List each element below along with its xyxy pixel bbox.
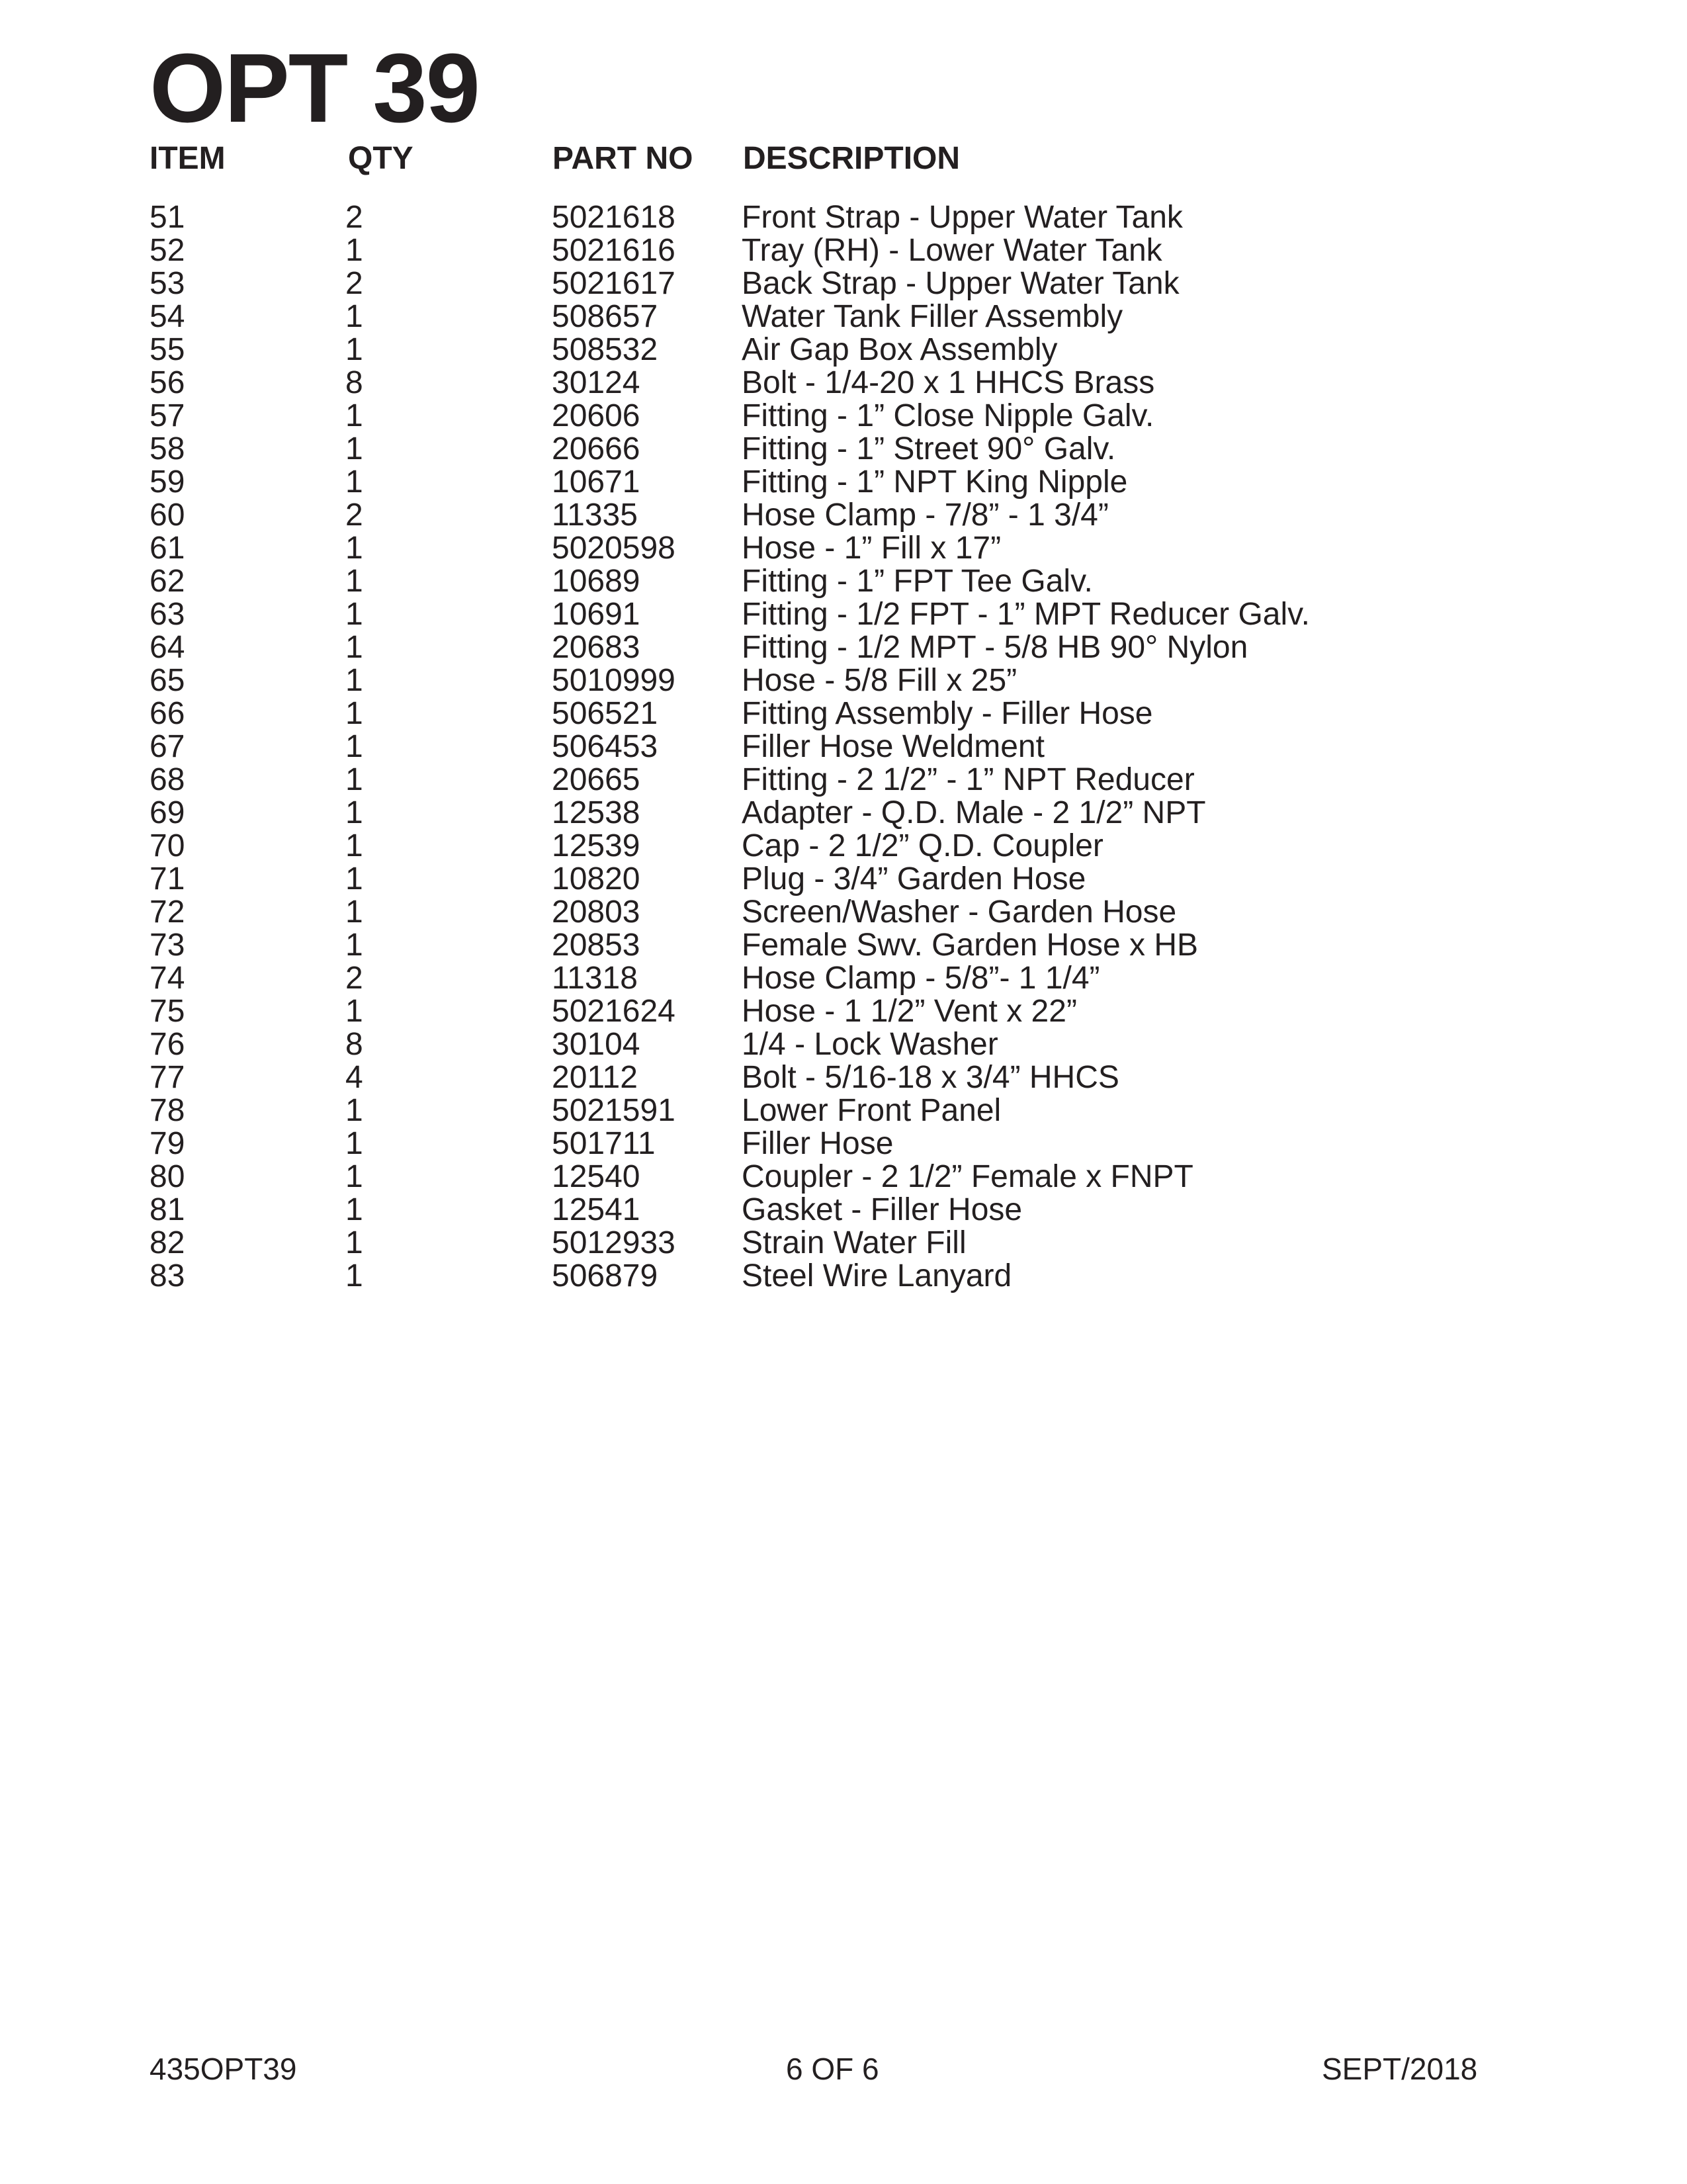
cell-item: 66 bbox=[150, 696, 185, 731]
footer-doc-code: 435OPT39 bbox=[150, 2052, 297, 2086]
cell-part-no: 506521 bbox=[552, 696, 658, 731]
page-footer bbox=[0, 2051, 1687, 2091]
cell-description: Hose Clamp - 5/8”- 1 1/4” bbox=[742, 961, 1100, 996]
cell-part-no: 20112 bbox=[552, 1060, 638, 1095]
cell-description: Back Strap - Upper Water Tank bbox=[742, 266, 1180, 301]
cell-part-no: 5021591 bbox=[552, 1093, 675, 1128]
table-row bbox=[0, 830, 1687, 863]
parts-table bbox=[0, 201, 1687, 1293]
cell-part-no: 20853 bbox=[552, 928, 640, 963]
cell-part-no: 30124 bbox=[552, 365, 640, 400]
footer-date: SEPT/2018 bbox=[1322, 2052, 1478, 2086]
cell-item: 54 bbox=[150, 299, 185, 334]
cell-description: 1/4 - Lock Washer bbox=[742, 1027, 998, 1062]
cell-item: 51 bbox=[150, 200, 185, 235]
cell-item: 55 bbox=[150, 332, 185, 367]
table-row bbox=[0, 1127, 1687, 1160]
cell-item: 81 bbox=[150, 1192, 185, 1227]
cell-description: Bolt - 1/4-20 x 1 HHCS Brass bbox=[742, 365, 1155, 400]
cell-part-no: 20666 bbox=[552, 431, 640, 466]
cell-item: 65 bbox=[150, 663, 185, 698]
cell-description: Strain Water Fill bbox=[742, 1225, 967, 1260]
cell-description: Adapter - Q.D. Male - 2 1/2” NPT bbox=[742, 795, 1206, 830]
cell-description: Fitting - 1” Close Nipple Galv. bbox=[742, 398, 1154, 433]
cell-part-no: 20665 bbox=[552, 762, 640, 797]
cell-description: Hose - 5/8 Fill x 25” bbox=[742, 663, 1017, 698]
cell-description: Gasket - Filler Hose bbox=[742, 1192, 1023, 1227]
cell-item: 73 bbox=[150, 928, 185, 963]
table-row bbox=[0, 631, 1687, 664]
cell-description: Filler Hose bbox=[742, 1126, 894, 1161]
cell-part-no: 508532 bbox=[552, 332, 658, 367]
cell-qty: 1 bbox=[345, 663, 363, 698]
cell-description: Fitting - 2 1/2” - 1” NPT Reducer bbox=[742, 762, 1195, 797]
cell-description: Hose - 1 1/2” Vent x 22” bbox=[742, 994, 1077, 1029]
cell-part-no: 10820 bbox=[552, 861, 640, 896]
cell-qty: 2 bbox=[345, 961, 363, 996]
cell-part-no: 20803 bbox=[552, 895, 640, 930]
cell-part-no: 20683 bbox=[552, 630, 640, 665]
cell-item: 71 bbox=[150, 861, 185, 896]
cell-part-no: 10671 bbox=[552, 464, 640, 500]
header-qty: QTY bbox=[348, 141, 413, 176]
cell-item: 68 bbox=[150, 762, 185, 797]
cell-qty: 1 bbox=[345, 861, 363, 896]
table-row bbox=[0, 962, 1687, 995]
cell-part-no: 12540 bbox=[552, 1159, 640, 1194]
cell-qty: 1 bbox=[345, 729, 363, 764]
cell-qty: 1 bbox=[345, 531, 363, 566]
header-item: ITEM bbox=[150, 141, 226, 176]
table-row bbox=[0, 1160, 1687, 1194]
cell-item: 75 bbox=[150, 994, 185, 1029]
cell-qty: 1 bbox=[345, 795, 363, 830]
cell-part-no: 5021624 bbox=[552, 994, 675, 1029]
table-row bbox=[0, 1194, 1687, 1227]
header-part-no: PART NO bbox=[552, 141, 693, 176]
cell-item: 77 bbox=[150, 1060, 185, 1095]
cell-qty: 1 bbox=[345, 464, 363, 500]
cell-qty: 1 bbox=[345, 994, 363, 1029]
table-row bbox=[0, 1227, 1687, 1260]
cell-item: 72 bbox=[150, 895, 185, 930]
cell-item: 70 bbox=[150, 828, 185, 863]
table-row bbox=[0, 532, 1687, 565]
cell-part-no: 11318 bbox=[552, 961, 638, 996]
cell-item: 60 bbox=[150, 498, 185, 533]
cell-part-no: 506879 bbox=[552, 1258, 658, 1293]
cell-description: Front Strap - Upper Water Tank bbox=[742, 200, 1183, 235]
table-row bbox=[0, 598, 1687, 631]
cell-qty: 1 bbox=[345, 233, 363, 268]
cell-description: Hose Clamp - 7/8” - 1 3/4” bbox=[742, 498, 1109, 533]
cell-part-no: 508657 bbox=[552, 299, 658, 334]
table-row bbox=[0, 300, 1687, 333]
cell-item: 69 bbox=[150, 795, 185, 830]
cell-part-no: 20606 bbox=[552, 398, 640, 433]
cell-item: 56 bbox=[150, 365, 185, 400]
cell-part-no: 10689 bbox=[552, 564, 640, 599]
cell-item: 78 bbox=[150, 1093, 185, 1128]
cell-qty: 1 bbox=[345, 1192, 363, 1227]
cell-qty: 1 bbox=[345, 828, 363, 863]
cell-description: Coupler - 2 1/2” Female x FNPT bbox=[742, 1159, 1193, 1194]
cell-description: Lower Front Panel bbox=[742, 1093, 1002, 1128]
table-row bbox=[0, 1028, 1687, 1061]
cell-qty: 1 bbox=[345, 928, 363, 963]
cell-description: Fitting - 1” NPT King Nipple bbox=[742, 464, 1128, 500]
table-header bbox=[0, 140, 1687, 180]
cell-item: 62 bbox=[150, 564, 185, 599]
cell-item: 64 bbox=[150, 630, 185, 665]
cell-description: Screen/Washer - Garden Hose bbox=[742, 895, 1177, 930]
table-row bbox=[0, 400, 1687, 433]
cell-item: 61 bbox=[150, 531, 185, 566]
cell-item: 67 bbox=[150, 729, 185, 764]
table-row bbox=[0, 234, 1687, 267]
footer-page-number: 6 OF 6 bbox=[786, 2052, 879, 2086]
table-row bbox=[0, 730, 1687, 764]
cell-item: 63 bbox=[150, 597, 185, 632]
table-row bbox=[0, 764, 1687, 797]
table-row bbox=[0, 664, 1687, 697]
cell-description: Fitting - 1/2 MPT - 5/8 HB 90° Nylon bbox=[742, 630, 1248, 665]
table-row bbox=[0, 333, 1687, 367]
table-row bbox=[0, 565, 1687, 598]
cell-item: 58 bbox=[150, 431, 185, 466]
cell-description: Fitting - 1” FPT Tee Galv. bbox=[742, 564, 1093, 599]
table-row bbox=[0, 929, 1687, 962]
table-row bbox=[0, 466, 1687, 499]
cell-part-no: 12541 bbox=[552, 1192, 640, 1227]
table-row bbox=[0, 863, 1687, 896]
table-row bbox=[0, 367, 1687, 400]
cell-qty: 1 bbox=[345, 431, 363, 466]
table-row bbox=[0, 896, 1687, 929]
cell-item: 59 bbox=[150, 464, 185, 500]
cell-description: Water Tank Filler Assembly bbox=[742, 299, 1123, 334]
cell-description: Tray (RH) - Lower Water Tank bbox=[742, 233, 1162, 268]
cell-part-no: 12538 bbox=[552, 795, 640, 830]
cell-part-no: 5012933 bbox=[552, 1225, 675, 1260]
cell-description: Bolt - 5/16-18 x 3/4” HHCS bbox=[742, 1060, 1119, 1095]
table-row bbox=[0, 1061, 1687, 1094]
cell-item: 76 bbox=[150, 1027, 185, 1062]
cell-description: Plug - 3/4” Garden Hose bbox=[742, 861, 1086, 896]
cell-part-no: 5010999 bbox=[552, 663, 675, 698]
cell-qty: 1 bbox=[345, 1093, 363, 1128]
cell-qty: 1 bbox=[345, 398, 363, 433]
cell-qty: 1 bbox=[345, 1126, 363, 1161]
cell-part-no: 5021617 bbox=[552, 266, 675, 301]
cell-part-no: 30104 bbox=[552, 1027, 640, 1062]
cell-qty: 1 bbox=[345, 1258, 363, 1293]
cell-qty: 1 bbox=[345, 895, 363, 930]
table-row bbox=[0, 201, 1687, 234]
cell-description: Female Swv. Garden Hose x HB bbox=[742, 928, 1199, 963]
table-row bbox=[0, 1260, 1687, 1293]
cell-part-no: 10691 bbox=[552, 597, 640, 632]
header-description: DESCRIPTION bbox=[743, 141, 961, 176]
cell-qty: 8 bbox=[345, 1027, 363, 1062]
cell-qty: 1 bbox=[345, 630, 363, 665]
cell-qty: 1 bbox=[345, 299, 363, 334]
table-row bbox=[0, 797, 1687, 830]
cell-item: 79 bbox=[150, 1126, 185, 1161]
cell-qty: 2 bbox=[345, 266, 363, 301]
cell-description: Filler Hose Weldment bbox=[742, 729, 1045, 764]
table-row bbox=[0, 499, 1687, 532]
cell-item: 53 bbox=[150, 266, 185, 301]
table-row bbox=[0, 433, 1687, 466]
cell-description: Cap - 2 1/2” Q.D. Coupler bbox=[742, 828, 1103, 863]
cell-part-no: 5021616 bbox=[552, 233, 675, 268]
cell-qty: 1 bbox=[345, 564, 363, 599]
cell-item: 74 bbox=[150, 961, 185, 996]
cell-description: Fitting - 1” Street 90° Galv. bbox=[742, 431, 1116, 466]
cell-description: Hose - 1” Fill x 17” bbox=[742, 531, 1002, 566]
cell-item: 80 bbox=[150, 1159, 185, 1194]
cell-description: Steel Wire Lanyard bbox=[742, 1258, 1012, 1293]
cell-item: 52 bbox=[150, 233, 185, 268]
cell-qty: 4 bbox=[345, 1060, 363, 1095]
table-row bbox=[0, 995, 1687, 1028]
cell-item: 82 bbox=[150, 1225, 185, 1260]
cell-qty: 2 bbox=[345, 498, 363, 533]
cell-qty: 1 bbox=[345, 332, 363, 367]
cell-item: 57 bbox=[150, 398, 185, 433]
cell-part-no: 506453 bbox=[552, 729, 658, 764]
cell-description: Air Gap Box Assembly bbox=[742, 332, 1058, 367]
cell-qty: 1 bbox=[345, 597, 363, 632]
cell-qty: 1 bbox=[345, 1159, 363, 1194]
cell-part-no: 501711 bbox=[552, 1126, 656, 1161]
cell-qty: 2 bbox=[345, 200, 363, 235]
cell-part-no: 12539 bbox=[552, 828, 640, 863]
table-row bbox=[0, 267, 1687, 300]
cell-part-no: 5021618 bbox=[552, 200, 675, 235]
cell-item: 83 bbox=[150, 1258, 185, 1293]
table-row bbox=[0, 697, 1687, 730]
cell-description: Fitting - 1/2 FPT - 1” MPT Reducer Galv. bbox=[742, 597, 1310, 632]
cell-part-no: 5020598 bbox=[552, 531, 675, 566]
cell-qty: 1 bbox=[345, 696, 363, 731]
cell-qty: 1 bbox=[345, 1225, 363, 1260]
page-title: OPT 39 bbox=[150, 34, 479, 143]
cell-qty: 8 bbox=[345, 365, 363, 400]
table-row bbox=[0, 1094, 1687, 1127]
cell-description: Fitting Assembly - Filler Hose bbox=[742, 696, 1153, 731]
cell-part-no: 11335 bbox=[552, 498, 638, 533]
cell-qty: 1 bbox=[345, 762, 363, 797]
